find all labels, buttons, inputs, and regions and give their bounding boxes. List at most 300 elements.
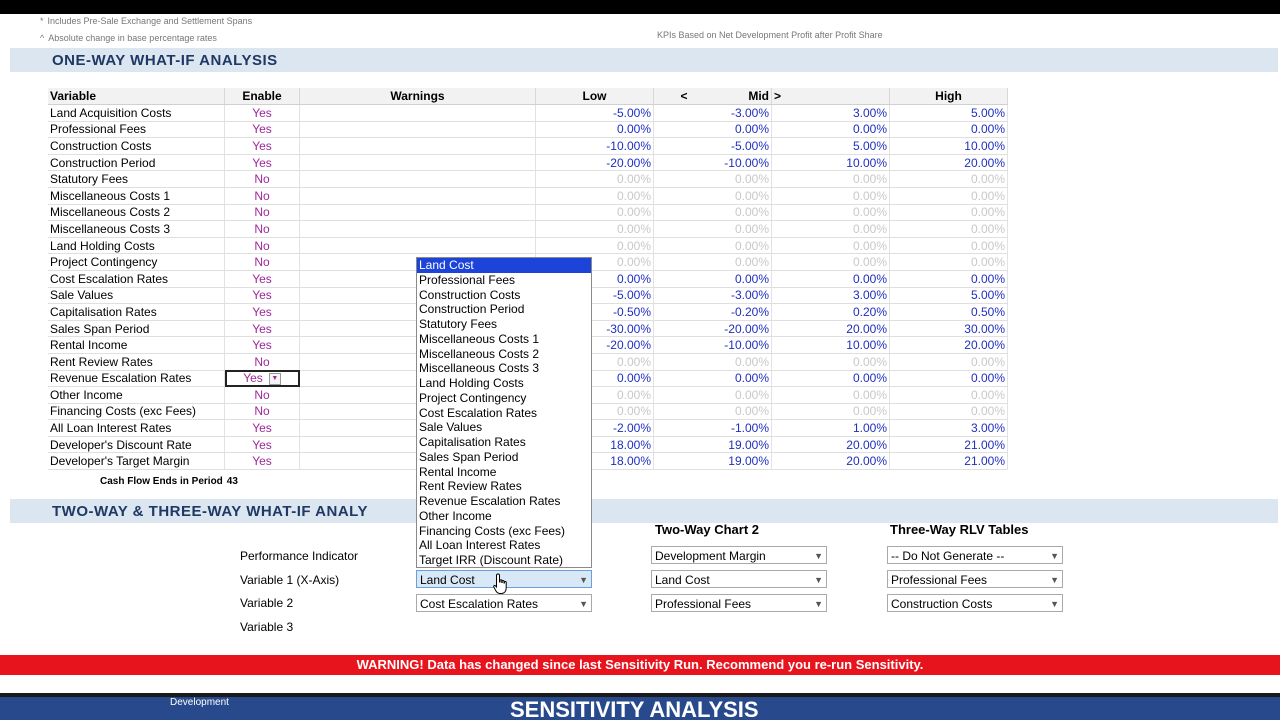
row-mid-high-value[interactable] bbox=[772, 320, 890, 337]
row-variable-text: Land Holding Costs bbox=[50, 238, 155, 253]
row-high-value-text: 0.00% bbox=[970, 404, 1005, 419]
row-high-value[interactable] bbox=[890, 387, 1008, 404]
row-low-value-text: -20.00% bbox=[606, 338, 651, 353]
row-variable-text: Financing Costs (exc Fees) bbox=[50, 404, 197, 419]
row-high-value[interactable] bbox=[890, 237, 1008, 254]
chevron-down-icon[interactable]: ▼ bbox=[1050, 599, 1059, 609]
row-high-value[interactable] bbox=[890, 370, 1008, 387]
row-high-value[interactable] bbox=[890, 436, 1008, 453]
row-high-value-text: 10.00% bbox=[964, 138, 1005, 153]
row-mid-high-value-text: 0.00% bbox=[852, 404, 887, 419]
row-enable-cell[interactable] bbox=[225, 237, 300, 254]
row-enable-cell-text: Yes bbox=[252, 271, 272, 286]
row-mid-low-value[interactable] bbox=[654, 320, 772, 337]
row-enable-cell-text: Yes bbox=[252, 155, 272, 170]
row-enable-cell[interactable] bbox=[225, 320, 300, 337]
row-high-value-text: 0.00% bbox=[970, 122, 1005, 137]
dropdown-option[interactable]: Capitalisation Rates bbox=[419, 435, 526, 449]
chevron-down-icon[interactable]: ▼ bbox=[579, 599, 588, 609]
row-low-value-text: 0.00% bbox=[616, 188, 651, 203]
row-high-value[interactable] bbox=[890, 337, 1008, 354]
dropdown-option[interactable]: Rent Review Rates bbox=[419, 479, 522, 494]
row-low-value-text: 0.00% bbox=[616, 255, 651, 270]
row-mid-high-value-text: 20.00% bbox=[846, 321, 887, 336]
row-variable bbox=[48, 187, 225, 204]
row-low-value-text: 0.00% bbox=[616, 371, 651, 386]
row-high-value[interactable] bbox=[890, 171, 1008, 188]
table-row bbox=[48, 171, 1008, 188]
row-mid-low-value[interactable] bbox=[654, 237, 772, 254]
label-variable-3: Variable 3 bbox=[240, 620, 294, 634]
row-high-value[interactable] bbox=[890, 187, 1008, 204]
col-gt-symbol: > bbox=[774, 89, 782, 103]
col-variable: Variable bbox=[48, 88, 225, 105]
row-mid-high-value-text: 0.00% bbox=[852, 188, 887, 203]
chevron-down-icon[interactable]: ▼ bbox=[1050, 551, 1059, 561]
row-high-value[interactable] bbox=[890, 154, 1008, 171]
row-variable-text: Rental Income bbox=[50, 338, 128, 353]
cashflow-label: Cash Flow Ends in Period bbox=[100, 476, 223, 487]
row-mid-high-value[interactable] bbox=[772, 337, 890, 354]
row-high-value-text: 0.00% bbox=[970, 387, 1005, 402]
row-low-value[interactable] bbox=[536, 204, 654, 221]
row-mid-high-value-text: 0.00% bbox=[852, 238, 887, 253]
row-mid-low-value[interactable] bbox=[654, 171, 772, 188]
row-low-value[interactable] bbox=[536, 237, 654, 254]
row-low-value-text: 0.00% bbox=[616, 205, 651, 220]
row-variable-text: Revenue Escalation Rates bbox=[50, 371, 192, 386]
row-low-value-text: 18.00% bbox=[610, 437, 651, 452]
row-mid-low-value[interactable] bbox=[654, 337, 772, 354]
row-mid-low-value[interactable] bbox=[654, 370, 772, 387]
chevron-down-icon[interactable]: ▼ bbox=[579, 575, 588, 585]
row-low-value-text: 0.00% bbox=[616, 221, 651, 236]
row-high-value-text: 0.00% bbox=[970, 271, 1005, 286]
row-mid-low-value-text: 0.00% bbox=[734, 205, 769, 220]
row-mid-high-value-text: 10.00% bbox=[846, 338, 887, 353]
row-high-value[interactable] bbox=[890, 403, 1008, 420]
row-enable-cell[interactable] bbox=[225, 287, 300, 304]
row-mid-low-value-text: 0.00% bbox=[734, 238, 769, 253]
row-high-value[interactable] bbox=[890, 204, 1008, 221]
row-mid-high-value[interactable] bbox=[772, 304, 890, 321]
row-high-value[interactable] bbox=[890, 221, 1008, 238]
row-enable-cell-text: No bbox=[254, 221, 270, 236]
chevron-down-icon[interactable]: ▼ bbox=[269, 373, 281, 385]
row-variable bbox=[48, 270, 225, 287]
col-mid-label: Mid bbox=[748, 89, 769, 103]
row-enable-cell[interactable] bbox=[225, 270, 300, 287]
top-bar bbox=[0, 0, 1280, 14]
row-mid-high-value-text: 0.00% bbox=[852, 387, 887, 402]
dropdown-option[interactable]: Miscellaneous Costs 2 bbox=[419, 346, 540, 361]
row-mid-high-value[interactable] bbox=[772, 453, 890, 470]
row-enable-cell[interactable] bbox=[225, 436, 300, 453]
row-enable-cell[interactable] bbox=[225, 171, 300, 188]
row-variable-text: All Loan Interest Rates bbox=[50, 421, 172, 436]
row-mid-low-value[interactable] bbox=[654, 287, 772, 304]
table-row bbox=[48, 154, 1008, 171]
row-enable-cell-text: Yes bbox=[252, 105, 272, 120]
row-enable-cell[interactable] bbox=[225, 387, 300, 404]
row-low-value-text: -20.00% bbox=[606, 155, 651, 170]
chart1-variable2-value: Cost Escalation Rates bbox=[420, 597, 539, 611]
row-warnings-cell bbox=[300, 187, 536, 204]
row-mid-high-value[interactable] bbox=[772, 121, 890, 138]
col-lt-symbol: < bbox=[680, 89, 688, 103]
row-low-value-text: 0.00% bbox=[616, 172, 651, 187]
row-low-value[interactable] bbox=[536, 221, 654, 238]
row-mid-low-value[interactable] bbox=[654, 121, 772, 138]
row-mid-low-value-text: 19.00% bbox=[728, 437, 769, 452]
row-low-value[interactable] bbox=[536, 187, 654, 204]
row-mid-low-value[interactable] bbox=[654, 254, 772, 271]
row-high-value[interactable] bbox=[890, 105, 1008, 122]
row-high-value-text: 0.00% bbox=[970, 354, 1005, 369]
row-mid-high-value[interactable] bbox=[772, 254, 890, 271]
dropdown-option[interactable]: Cost Escalation Rates bbox=[419, 405, 538, 420]
row-variable bbox=[48, 237, 225, 254]
row-mid-low-value[interactable] bbox=[654, 270, 772, 287]
row-enable-cell-text: Yes bbox=[252, 122, 272, 137]
dropdown-option[interactable]: Professional Fees bbox=[419, 272, 516, 287]
col-low: Low bbox=[536, 88, 654, 105]
row-mid-low-value[interactable] bbox=[654, 403, 772, 420]
table-row bbox=[48, 121, 1008, 138]
row-mid-high-value[interactable] bbox=[772, 138, 890, 155]
note-mark-asterisk: * bbox=[40, 16, 44, 26]
row-mid-low-value[interactable] bbox=[654, 304, 772, 321]
row-low-value[interactable] bbox=[536, 154, 654, 171]
dropdown-option[interactable]: Miscellaneous Costs 3 bbox=[419, 361, 540, 376]
table-row bbox=[48, 204, 1008, 221]
chart3-variable1-value: Professional Fees bbox=[891, 573, 988, 587]
row-high-value-text: 0.00% bbox=[970, 205, 1005, 220]
row-enable-cell-text: No bbox=[254, 387, 270, 402]
row-mid-high-value[interactable] bbox=[772, 237, 890, 254]
row-enable-cell-text: Yes bbox=[252, 288, 272, 303]
row-mid-high-value[interactable] bbox=[772, 187, 890, 204]
row-mid-low-value[interactable] bbox=[654, 420, 772, 437]
row-mid-high-value[interactable] bbox=[772, 353, 890, 370]
row-high-value-text: 0.50% bbox=[970, 304, 1005, 319]
row-low-value[interactable] bbox=[536, 105, 654, 122]
row-low-value-text: -2.00% bbox=[612, 421, 651, 436]
chart3-performance-select[interactable] bbox=[887, 546, 1063, 564]
row-mid-high-value-text: 0.00% bbox=[852, 122, 887, 137]
chart3-variable2-value: Construction Costs bbox=[891, 597, 993, 611]
row-mid-high-value[interactable] bbox=[772, 270, 890, 287]
bottom-banner-left-text: Development bbox=[170, 697, 229, 708]
row-enable-cell-text: Yes bbox=[252, 138, 272, 153]
row-mid-high-value-text: 0.00% bbox=[852, 172, 887, 187]
row-mid-low-value-text: -10.00% bbox=[724, 338, 769, 353]
row-enable-cell[interactable] bbox=[225, 221, 300, 238]
row-variable bbox=[48, 403, 225, 420]
row-high-value[interactable] bbox=[890, 420, 1008, 437]
row-enable-cell-text: Yes bbox=[252, 338, 272, 353]
chart3-variable1-select[interactable] bbox=[887, 570, 1063, 588]
row-mid-low-value-text: 0.00% bbox=[734, 188, 769, 203]
row-variable bbox=[48, 221, 225, 238]
table-row bbox=[48, 105, 1008, 122]
dropdown-option[interactable]: Project Contingency bbox=[419, 390, 527, 405]
chart2-variable1-value: Land Cost bbox=[655, 573, 710, 587]
row-mid-high-value[interactable] bbox=[772, 287, 890, 304]
row-mid-high-value[interactable] bbox=[772, 154, 890, 171]
row-enable-cell-text: Yes bbox=[252, 454, 272, 469]
row-variable bbox=[48, 370, 225, 387]
row-variable-text: Statutory Fees bbox=[50, 172, 129, 187]
kpi-note: KPIs Based on Net Development Profit after Profit Share bbox=[657, 30, 883, 40]
row-enable-cell[interactable] bbox=[225, 304, 300, 321]
row-mid-high-value-text: 0.00% bbox=[852, 205, 887, 220]
row-low-value-text: -10.00% bbox=[606, 138, 651, 153]
dropdown-option[interactable]: Sales Span Period bbox=[419, 449, 519, 464]
chevron-down-icon[interactable]: ▼ bbox=[814, 575, 823, 585]
row-variable-text: Sale Values bbox=[50, 288, 114, 303]
row-enable-cell[interactable] bbox=[225, 105, 300, 122]
row-enable-cell-text: No bbox=[254, 238, 270, 253]
row-high-value[interactable] bbox=[890, 121, 1008, 138]
row-mid-low-value-text: -1.00% bbox=[730, 421, 769, 436]
row-mid-low-value[interactable] bbox=[654, 353, 772, 370]
row-mid-low-value[interactable] bbox=[654, 387, 772, 404]
table-row bbox=[48, 187, 1008, 204]
row-mid-high-value[interactable] bbox=[772, 387, 890, 404]
row-enable-cell-text: No bbox=[254, 354, 270, 369]
chevron-down-icon[interactable]: ▼ bbox=[814, 551, 823, 561]
dropdown-option[interactable]: Statutory Fees bbox=[419, 317, 498, 331]
dropdown-option[interactable]: Sale Values bbox=[419, 420, 483, 435]
row-high-value-text: 0.00% bbox=[970, 255, 1005, 270]
row-low-value-text: 0.00% bbox=[616, 238, 651, 253]
row-mid-high-value-text: 0.00% bbox=[852, 271, 887, 286]
dropdown-option[interactable]: Miscellaneous Costs 1 bbox=[419, 331, 540, 346]
label-variable-2: Variable 2 bbox=[240, 596, 294, 610]
row-enable-cell-text: Yes bbox=[243, 371, 263, 386]
chart1-variable1-value: Land Cost bbox=[420, 573, 475, 587]
row-mid-high-value-text: 5.00% bbox=[852, 138, 887, 153]
chart1-variable2-select[interactable] bbox=[416, 594, 592, 612]
two-way-section-header bbox=[10, 499, 1278, 523]
row-high-value[interactable] bbox=[890, 270, 1008, 287]
row-mid-high-value-text: 0.00% bbox=[852, 371, 887, 386]
row-variable-text: Developer's Target Margin bbox=[50, 454, 190, 469]
chevron-down-icon[interactable]: ▼ bbox=[814, 599, 823, 609]
row-mid-high-value-text: 0.20% bbox=[852, 304, 887, 319]
row-high-value[interactable] bbox=[890, 254, 1008, 271]
chart2-variable1-select[interactable] bbox=[651, 570, 827, 588]
row-variable-text: Miscellaneous Costs 1 bbox=[50, 188, 171, 203]
chart2-variable2-value: Professional Fees bbox=[655, 597, 752, 611]
row-mid-low-value[interactable] bbox=[654, 453, 772, 470]
dropdown-option[interactable]: Financing Costs (exc Fees) bbox=[419, 523, 566, 538]
row-mid-low-value-text: -20.00% bbox=[724, 321, 769, 336]
bottom-banner bbox=[0, 697, 1280, 720]
row-high-value[interactable] bbox=[890, 453, 1008, 470]
row-high-value[interactable] bbox=[890, 287, 1008, 304]
row-mid-low-value-text: 0.00% bbox=[734, 354, 769, 369]
row-mid-low-value-text: -10.00% bbox=[724, 155, 769, 170]
row-mid-low-value[interactable] bbox=[654, 154, 772, 171]
row-high-value[interactable] bbox=[890, 304, 1008, 321]
row-mid-high-value[interactable] bbox=[772, 420, 890, 437]
row-high-value-text: 21.00% bbox=[964, 454, 1005, 469]
row-high-value[interactable] bbox=[890, 320, 1008, 337]
row-high-value[interactable] bbox=[890, 138, 1008, 155]
row-low-value[interactable] bbox=[536, 121, 654, 138]
row-low-value-text: 0.00% bbox=[616, 404, 651, 419]
row-mid-high-value[interactable] bbox=[772, 204, 890, 221]
row-high-value-text: 0.00% bbox=[970, 371, 1005, 386]
row-mid-low-value[interactable] bbox=[654, 187, 772, 204]
row-enable-cell[interactable] bbox=[225, 370, 300, 387]
row-mid-low-value[interactable] bbox=[654, 138, 772, 155]
row-enable-cell[interactable] bbox=[225, 154, 300, 171]
row-enable-cell[interactable] bbox=[225, 121, 300, 138]
row-enable-cell[interactable] bbox=[225, 337, 300, 354]
row-low-value[interactable] bbox=[536, 171, 654, 188]
row-enable-cell-text: No bbox=[254, 205, 270, 220]
row-mid-low-value[interactable] bbox=[654, 105, 772, 122]
chart2-variable2-select[interactable] bbox=[651, 594, 827, 612]
chart3-title: Three-Way RLV Tables bbox=[890, 522, 1029, 537]
dropdown-option[interactable]: Revenue Escalation Rates bbox=[419, 494, 561, 508]
row-mid-high-value[interactable] bbox=[772, 105, 890, 122]
row-high-value-text: 5.00% bbox=[970, 288, 1005, 303]
row-variable-text: Cost Escalation Rates bbox=[50, 271, 169, 286]
row-variable bbox=[48, 337, 225, 354]
row-low-value-text: -5.00% bbox=[612, 105, 651, 120]
row-enable-cell-text: No bbox=[254, 255, 270, 270]
row-high-value-text: 20.00% bbox=[964, 155, 1005, 170]
row-enable-cell[interactable] bbox=[225, 420, 300, 437]
dropdown-option[interactable]: Other Income bbox=[419, 508, 492, 523]
row-enable-cell-text: Yes bbox=[252, 421, 272, 436]
row-mid-low-value-text: 0.00% bbox=[734, 172, 769, 187]
row-high-value-text: 30.00% bbox=[964, 321, 1005, 336]
row-variable-text: Capitalisation Rates bbox=[50, 304, 157, 319]
col-warnings: Warnings bbox=[300, 88, 536, 105]
row-warnings-cell bbox=[300, 105, 536, 122]
dropdown-option[interactable]: Land Holding Costs bbox=[419, 376, 524, 390]
one-way-section-header bbox=[10, 48, 1278, 72]
hand-cursor-icon bbox=[493, 573, 509, 595]
row-mid-high-value-text: 20.00% bbox=[846, 437, 887, 452]
row-variable bbox=[48, 436, 225, 453]
row-variable bbox=[48, 171, 225, 188]
row-variable-text: Project Contingency bbox=[50, 255, 158, 270]
row-mid-high-value-text: 0.00% bbox=[852, 221, 887, 236]
row-mid-high-value-text: 0.00% bbox=[852, 354, 887, 369]
row-enable-cell-text: No bbox=[254, 172, 270, 187]
row-mid-low-value[interactable] bbox=[654, 221, 772, 238]
row-enable-cell[interactable] bbox=[225, 204, 300, 221]
row-low-value-text: 0.00% bbox=[616, 387, 651, 402]
row-variable bbox=[48, 387, 225, 404]
row-mid-high-value[interactable] bbox=[772, 221, 890, 238]
dropdown-option[interactable]: Land Cost bbox=[417, 258, 591, 273]
dropdown-option[interactable]: Construction Period bbox=[419, 302, 525, 317]
row-mid-high-value-text: 0.00% bbox=[852, 255, 887, 270]
row-warnings-cell bbox=[300, 121, 536, 138]
row-enable-cell-text: Yes bbox=[252, 304, 272, 319]
row-low-value-text: 0.00% bbox=[616, 354, 651, 369]
row-mid-high-value[interactable] bbox=[772, 403, 890, 420]
dropdown-option[interactable]: Construction Costs bbox=[419, 287, 521, 302]
row-variable bbox=[48, 287, 225, 304]
row-mid-low-value[interactable] bbox=[654, 204, 772, 221]
chart3-variable2-select[interactable] bbox=[887, 594, 1063, 612]
row-mid-low-value-text: 0.00% bbox=[734, 221, 769, 236]
note-absolute bbox=[40, 33, 217, 43]
row-enable-cell[interactable] bbox=[225, 254, 300, 271]
row-high-value-text: 0.00% bbox=[970, 188, 1005, 203]
row-mid-high-value[interactable] bbox=[772, 370, 890, 387]
row-low-value-text: 18.00% bbox=[610, 454, 651, 469]
two-way-title: TWO-WAY & THREE-WAY WHAT-IF ANALY bbox=[52, 503, 368, 520]
row-enable-cell-text: No bbox=[254, 188, 270, 203]
row-high-value[interactable] bbox=[890, 353, 1008, 370]
row-enable-cell[interactable] bbox=[225, 453, 300, 470]
row-warnings-cell bbox=[300, 154, 536, 171]
row-variable-text: Developer's Discount Rate bbox=[50, 437, 192, 452]
row-variable-text: Construction Costs bbox=[50, 138, 152, 153]
row-high-value-text: 0.00% bbox=[970, 172, 1005, 187]
row-enable-cell[interactable] bbox=[225, 353, 300, 370]
row-warnings-cell bbox=[300, 221, 536, 238]
row-mid-low-value-text: -3.00% bbox=[730, 105, 769, 120]
row-high-value-text: 3.00% bbox=[970, 421, 1005, 436]
note-presale-text: Includes Pre-Sale Exchange and Settlement Spans bbox=[47, 16, 253, 26]
row-low-value[interactable] bbox=[536, 138, 654, 155]
row-mid-high-value[interactable] bbox=[772, 436, 890, 453]
row-mid-low-value-text: 0.00% bbox=[734, 387, 769, 402]
chart2-performance-select[interactable] bbox=[651, 546, 827, 564]
row-low-value-text: 0.00% bbox=[616, 122, 651, 137]
row-variable bbox=[48, 353, 225, 370]
dropdown-option[interactable]: All Loan Interest Rates bbox=[419, 538, 541, 553]
cashflow-value: 43 bbox=[226, 476, 238, 487]
row-variable bbox=[48, 420, 225, 437]
row-high-value-text: 20.00% bbox=[964, 338, 1005, 353]
row-enable-cell[interactable] bbox=[225, 187, 300, 204]
row-variable bbox=[48, 105, 225, 122]
row-mid-low-value[interactable] bbox=[654, 436, 772, 453]
row-enable-cell[interactable] bbox=[225, 403, 300, 420]
row-enable-cell-text: No bbox=[254, 404, 270, 419]
label-performance-indicator: Performance Indicator bbox=[240, 549, 359, 563]
cashflow-note bbox=[100, 476, 238, 487]
row-variable-text: Miscellaneous Costs 2 bbox=[50, 205, 171, 220]
chevron-down-icon[interactable]: ▼ bbox=[1050, 575, 1059, 585]
row-variable bbox=[48, 154, 225, 171]
variable-dropdown-list[interactable] bbox=[416, 257, 592, 568]
row-mid-high-value-text: 20.00% bbox=[846, 454, 887, 469]
col-enable: Enable bbox=[225, 88, 300, 105]
row-enable-cell[interactable] bbox=[225, 138, 300, 155]
row-mid-high-value[interactable] bbox=[772, 171, 890, 188]
row-mid-low-value-text: -5.00% bbox=[730, 138, 769, 153]
row-high-value-text: 0.00% bbox=[970, 221, 1005, 236]
dropdown-option[interactable]: Target IRR (Discount Rate) bbox=[419, 553, 564, 567]
dropdown-option[interactable]: Rental Income bbox=[419, 464, 497, 479]
warning-banner: WARNING! Data has changed since last Sensitivity Run. Recommend you re-run Sensitivity. bbox=[0, 655, 1280, 675]
col-mid-low bbox=[654, 88, 772, 105]
row-enable-cell-text: Yes bbox=[252, 321, 272, 336]
row-mid-low-value-text: 0.00% bbox=[734, 371, 769, 386]
